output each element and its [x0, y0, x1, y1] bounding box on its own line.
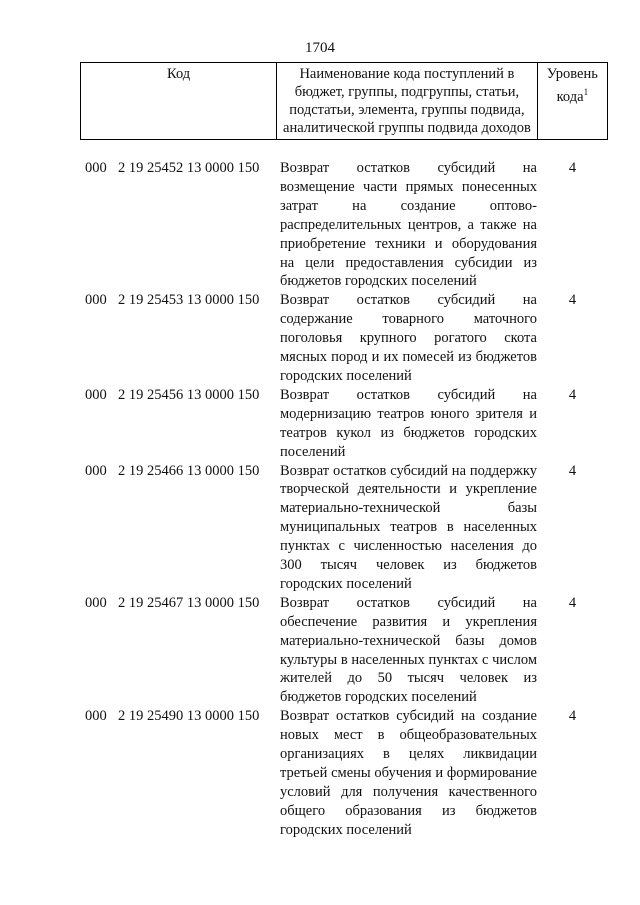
- row-code: 2 19 25490 13 0000 150: [118, 708, 260, 725]
- row-group-code: 000: [85, 386, 107, 403]
- row-group-code: 000: [85, 594, 107, 611]
- table-row: [80, 707, 608, 839]
- header-name: Наименование кода поступлений в бюджет, группы, подгруппы, статьи, подстатьи, элемента, группы подвида, аналитической группы подвида доходов: [277, 63, 537, 140]
- table-body: [80, 159, 608, 840]
- row-level: 4: [568, 594, 577, 611]
- header-code: Код: [81, 63, 277, 140]
- row-group-code: 000: [85, 708, 107, 725]
- header-level: Уровень кода: [546, 66, 598, 105]
- row-level: 4: [568, 160, 577, 176]
- row-level: 4: [568, 292, 577, 309]
- row-group-code: 000: [85, 160, 107, 176]
- row-code: 2 19 25467 13 0000 150: [118, 594, 260, 611]
- table-row: [80, 291, 608, 386]
- table-row: [80, 159, 608, 291]
- row-group-code: 000: [85, 462, 107, 479]
- row-level: 4: [568, 708, 577, 725]
- row-code: 2 19 25452 13 0000 150: [118, 160, 260, 176]
- row-code: 2 19 25453 13 0000 150: [118, 292, 260, 309]
- row-name: Возврат остатков субсидий на обеспечение развития и укрепления материально-технической базы домов культуры в населенных пунктах с числом жителей до 50 тысяч человек из бюджетов городских поселений: [280, 594, 537, 706]
- row-name: Возврат остатков субсидий на содержание товарного маточного поголовья крупного рогатого скота мясных пород и их помесей из бюджетов городских поселений: [280, 292, 537, 384]
- row-name: Возврат остатков субсидий на возмещение части прямых понесенных затрат на создание оптово-распределительных центров, а также на приобретение техники и оборудования на цели предоставления субсидии из бюджетов городских поселений: [280, 160, 537, 290]
- footnote-marker: 1: [583, 87, 589, 97]
- table-row: [80, 462, 608, 594]
- row-level: 4: [568, 462, 577, 479]
- row-name: Возврат остатков субсидий на создание новых мест в общеобразовательных организациях в целях ликвидации третьей смены обучения и формирование условий для получения качественного общего образования из бюджетов городских поселений: [280, 708, 537, 838]
- header-level-cell: [537, 63, 607, 140]
- table-row: [80, 386, 608, 462]
- row-group-code: 000: [85, 292, 107, 309]
- row-name: Возврат остатков субсидий на поддержку творческой деятельности и укрепление материально-технической базы муниципальных театров в населенных пунктах с численностью населения до 300 тысяч человек из бюджетов городских поселений: [280, 462, 537, 592]
- row-level: 4: [568, 386, 577, 403]
- table-row: [80, 594, 608, 707]
- row-name: Возврат остатков субсидий на модернизацию театров юного зрителя и театров кукол из бюджетов городских поселений: [280, 386, 537, 460]
- page-number: 1704: [305, 40, 335, 56]
- table-header: [80, 62, 608, 140]
- row-code: 2 19 25466 13 0000 150: [118, 462, 260, 479]
- row-code: 2 19 25456 13 0000 150: [118, 386, 260, 403]
